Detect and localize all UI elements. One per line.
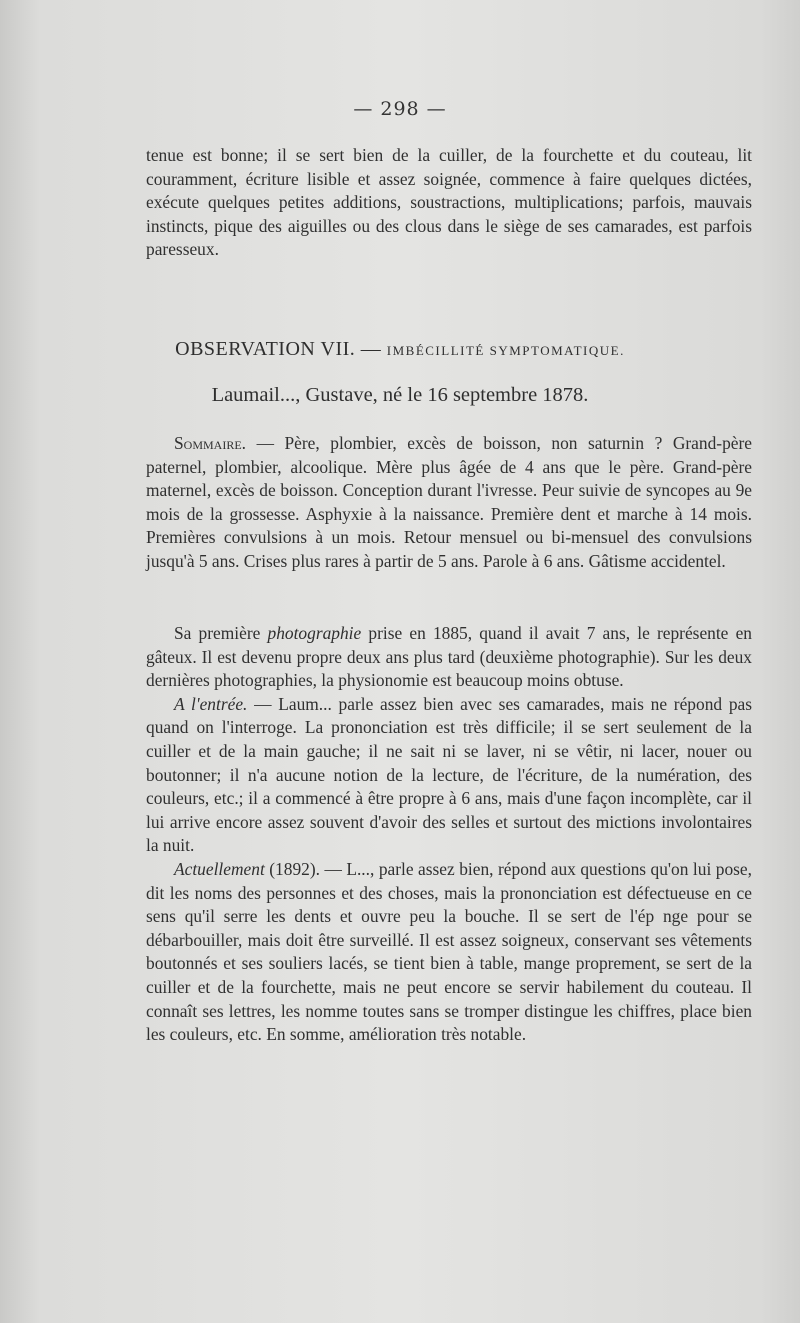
body-paragraphs [146, 622, 752, 1047]
sommaire-label: Sommaire. [174, 433, 247, 453]
observation-heading [0, 338, 800, 361]
paragraph-photographie [146, 622, 752, 693]
continuation-text: tenue est bonne; il se sert bien de la cuiller, de la fourchette et du couteau, lit couramment, écriture lisible et assez soignée, commence à faire quelques dictées, exécute quelques petites additions, soustractions, multiplications; parfois, mauvais instincts, pique des aiguilles ou des clous dans le siège de ses camarades, est parfois paresseux. [146, 145, 752, 260]
paragraph-italic: A l'entrée. [174, 693, 248, 714]
observation-separator: — [355, 338, 387, 360]
continuation-paragraph [146, 144, 752, 262]
paragraph-italic: photographie [267, 623, 362, 643]
page-number: — 298 — [353, 98, 447, 120]
patient-line: Laumail..., Gustave, né le 16 septembre 1878. [211, 384, 589, 406]
paragraph-text: prise en 1885, quand il avait 7 ans, le représente en gâteux. Il est devenu propre deux ans plus tard (deuxième photographie). Sur les deux dernières photographies, la physionomie est beaucoup moins obtuse. [146, 623, 752, 691]
paragraph-entree [146, 693, 752, 858]
observation-title: OBSERVATION VII. [175, 338, 356, 360]
paragraph-text: — Laum... parle assez bien avec ses camarades, mais ne répond pas quand on l'interroge. La prononciation est très difficile; il se sert seulement de la cuiller et de la main gauche; il ne sait ni se laver, ni se vêtir, ni lacer, nouer ou boutonner; il n'a aucune notion de la lecture, de l'écriture, de la numération, des couleurs, etc.; il a commencé à être propre à 6 ans, mais d'une façon incomplète, car il lui arrive encore assez souvent d'avoir des selles et surtout des mictions involontaires la nuit. [146, 693, 752, 856]
paragraph-actuellement [146, 858, 752, 1047]
paragraph-lead: Sa première [174, 623, 268, 643]
sommaire-paragraph [146, 432, 752, 574]
sommaire-text: — Père, plombier, excès de boisson, non saturnin ? Grand-père paternel, plombier, alcoolique. Mère plus âgée de 4 ans que le père. Grand-père maternel, excès de boisson. Conception durant l'ivresse. Peur suivie de syncopes au 9e mois de la grossesse. Asphyxie à la naissance. Première dent et marche à 14 mois. Premières convulsions à un mois. Retour mensuel ou bi-mensuel des convulsions jusqu'à 5 ans. Crises plus rares à partir de 5 ans. Parole à 6 ans. Gâtisme accidentel. [146, 433, 752, 571]
observation-subtitle: IMBÉCILLITÉ SYMPTOMATIQUE. [386, 343, 625, 358]
paragraph-text: (1892). — L..., parle assez bien, répond aux questions qu'on lui pose, dit les noms des personnes et des choses, mais la prononciation est défectueuse en ce sens qu'il serre les dents et ouvre peu la bouche. Il se sert de l'ép nge pour se débarbouiller, mais doit être surveillé. Il est assez soigneux, conservant ses vêtements boutonnés et ses souliers lacés, se tient bien à table, mange proprement, se sert de la cuiller et de la fourchette, mais ne peut encore se servir habilement du couteau. Il connaît ses lettres, les nomme toutes sans se tromper distingue les chiffres, place bien les couleurs, etc. En somme, amélioration très notable. [146, 858, 752, 1045]
paragraph-italic: Actuellement [174, 858, 265, 879]
